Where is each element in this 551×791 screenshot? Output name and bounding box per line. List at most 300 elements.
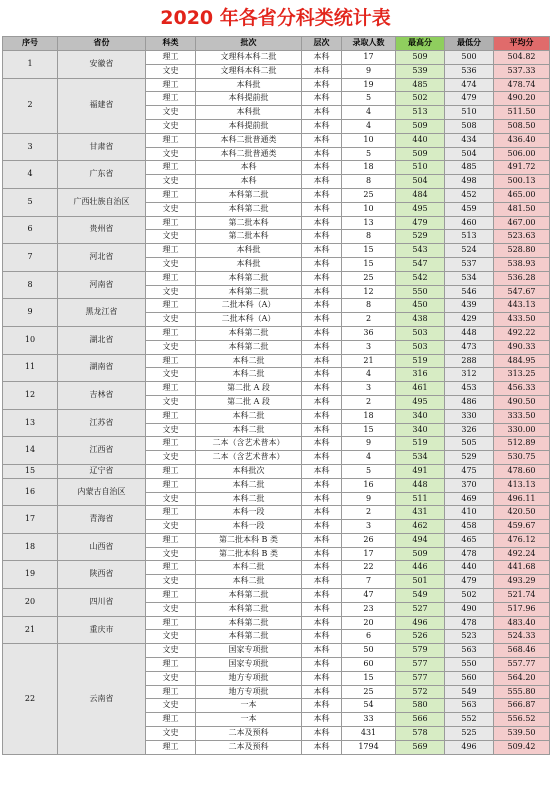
cell-avg: 433.50 — [494, 313, 550, 327]
cell-subject: 理工 — [146, 244, 196, 258]
cell-max: 440 — [396, 133, 445, 147]
cell-count: 6 — [342, 630, 396, 644]
cell-subject: 理工 — [146, 299, 196, 313]
cell-min: 458 — [445, 520, 494, 534]
cell-count: 54 — [342, 699, 396, 713]
cell-no: 21 — [3, 616, 58, 644]
cell-subject: 文史 — [146, 727, 196, 741]
cell-subject: 理工 — [146, 78, 196, 92]
cell-subject: 文史 — [146, 175, 196, 189]
cell-level: 本科 — [302, 244, 342, 258]
cell-no: 19 — [3, 561, 58, 589]
cell-min: 546 — [445, 285, 494, 299]
cell-level: 本科 — [302, 106, 342, 120]
cell-level: 本科 — [302, 492, 342, 506]
cell-batch: 本科第二批 — [196, 630, 302, 644]
cell-min: 478 — [445, 547, 494, 561]
cell-avg: 536.28 — [494, 271, 550, 285]
cell-level: 本科 — [302, 658, 342, 672]
cell-level: 本科 — [302, 161, 342, 175]
stats-table — [2, 36, 550, 755]
cell-count: 3 — [342, 520, 396, 534]
cell-max: 496 — [396, 616, 445, 630]
header-no: 序号 — [3, 37, 58, 51]
cell-max: 547 — [396, 257, 445, 271]
cell-batch: 一本 — [196, 699, 302, 713]
cell-batch: 本科第二批 — [196, 188, 302, 202]
cell-min: 370 — [445, 478, 494, 492]
cell-level: 本科 — [302, 671, 342, 685]
cell-avg: 500.13 — [494, 175, 550, 189]
cell-level: 本科 — [302, 382, 342, 396]
cell-count: 7 — [342, 575, 396, 589]
cell-max: 539 — [396, 64, 445, 78]
cell-avg: 517.96 — [494, 602, 550, 616]
cell-max: 509 — [396, 547, 445, 561]
cell-max: 340 — [396, 423, 445, 437]
cell-level: 本科 — [302, 326, 342, 340]
cell-batch: 第二批本科 B 类 — [196, 533, 302, 547]
cell-level: 本科 — [302, 685, 342, 699]
header-province: 省份 — [58, 37, 146, 51]
cell-subject: 文史 — [146, 575, 196, 589]
cell-no: 13 — [3, 409, 58, 437]
cell-min: 330 — [445, 409, 494, 423]
page-title: 2020 年各省分科类统计表 — [160, 7, 391, 29]
cell-min: 465 — [445, 533, 494, 547]
cell-avg: 555.80 — [494, 685, 550, 699]
cell-province: 河南省 — [58, 271, 146, 299]
cell-avg: 539.50 — [494, 727, 550, 741]
cell-max: 504 — [396, 175, 445, 189]
table-row — [3, 533, 550, 547]
cell-min: 500 — [445, 51, 494, 65]
cell-no: 20 — [3, 589, 58, 617]
cell-batch: 本科一段 — [196, 520, 302, 534]
cell-max: 577 — [396, 671, 445, 685]
header-max: 最高分 — [396, 37, 445, 51]
cell-count: 8 — [342, 230, 396, 244]
cell-subject: 理工 — [146, 561, 196, 575]
cell-subject: 文史 — [146, 147, 196, 161]
table-row — [3, 589, 550, 603]
cell-subject: 理工 — [146, 92, 196, 106]
cell-count: 4 — [342, 106, 396, 120]
cell-count: 23 — [342, 602, 396, 616]
cell-batch: 本科第二批 — [196, 326, 302, 340]
cell-batch: 本科第二批 — [196, 589, 302, 603]
cell-min: 288 — [445, 354, 494, 368]
cell-batch: 本科二批 — [196, 575, 302, 589]
cell-max: 316 — [396, 368, 445, 382]
cell-subject: 理工 — [146, 382, 196, 396]
cell-avg: 547.67 — [494, 285, 550, 299]
cell-max: 446 — [396, 561, 445, 575]
cell-batch: 本科二批 — [196, 354, 302, 368]
cell-max: 450 — [396, 299, 445, 313]
cell-level: 本科 — [302, 271, 342, 285]
table-row — [3, 78, 550, 92]
cell-no: 4 — [3, 161, 58, 189]
cell-max: 491 — [396, 464, 445, 478]
cell-avg: 459.67 — [494, 520, 550, 534]
cell-batch: 第二批 A 段 — [196, 382, 302, 396]
cell-count: 3 — [342, 340, 396, 354]
table-row — [3, 354, 550, 368]
cell-count: 8 — [342, 299, 396, 313]
cell-subject: 文史 — [146, 423, 196, 437]
cell-batch: 本科第二批 — [196, 285, 302, 299]
cell-avg: 436.40 — [494, 133, 550, 147]
cell-count: 25 — [342, 188, 396, 202]
cell-max: 513 — [396, 106, 445, 120]
cell-avg: 441.68 — [494, 561, 550, 575]
cell-level: 本科 — [302, 506, 342, 520]
cell-level: 本科 — [302, 740, 342, 754]
cell-subject: 文史 — [146, 644, 196, 658]
cell-min: 502 — [445, 589, 494, 603]
table-row — [3, 437, 550, 451]
cell-max: 549 — [396, 589, 445, 603]
cell-avg: 557.77 — [494, 658, 550, 672]
cell-min: 523 — [445, 630, 494, 644]
cell-count: 9 — [342, 437, 396, 451]
cell-min: 504 — [445, 147, 494, 161]
table-body — [3, 51, 550, 755]
cell-count: 15 — [342, 244, 396, 258]
cell-max: 527 — [396, 602, 445, 616]
cell-subject: 文史 — [146, 368, 196, 382]
cell-subject: 文史 — [146, 285, 196, 299]
cell-min: 479 — [445, 92, 494, 106]
cell-level: 本科 — [302, 354, 342, 368]
cell-batch: 本科提前批 — [196, 92, 302, 106]
cell-avg: 413.13 — [494, 478, 550, 492]
cell-max: 502 — [396, 92, 445, 106]
cell-level: 本科 — [302, 119, 342, 133]
cell-batch: 本科二批 — [196, 561, 302, 575]
cell-batch: 本科一段 — [196, 506, 302, 520]
cell-batch: 本科 — [196, 161, 302, 175]
cell-max: 495 — [396, 202, 445, 216]
cell-min: 550 — [445, 658, 494, 672]
cell-min: 473 — [445, 340, 494, 354]
cell-count: 4 — [342, 119, 396, 133]
cell-avg: 528.80 — [494, 244, 550, 258]
cell-no: 15 — [3, 464, 58, 478]
cell-level: 本科 — [302, 630, 342, 644]
cell-province: 山西省 — [58, 533, 146, 561]
cell-province: 贵州省 — [58, 216, 146, 244]
cell-min: 525 — [445, 727, 494, 741]
cell-max: 495 — [396, 395, 445, 409]
cell-level: 本科 — [302, 78, 342, 92]
cell-subject: 文史 — [146, 313, 196, 327]
cell-batch: 本科批 — [196, 106, 302, 120]
cell-no: 18 — [3, 533, 58, 561]
cell-avg: 512.89 — [494, 437, 550, 451]
cell-subject: 文史 — [146, 492, 196, 506]
cell-min: 479 — [445, 575, 494, 589]
cell-min: 475 — [445, 464, 494, 478]
cell-max: 550 — [396, 285, 445, 299]
cell-subject: 理工 — [146, 658, 196, 672]
cell-batch: 本科二批普通类 — [196, 133, 302, 147]
cell-level: 本科 — [302, 202, 342, 216]
cell-min: 485 — [445, 161, 494, 175]
table-row — [3, 51, 550, 65]
cell-subject: 文史 — [146, 340, 196, 354]
cell-count: 50 — [342, 644, 396, 658]
cell-avg: 524.33 — [494, 630, 550, 644]
cell-min: 505 — [445, 437, 494, 451]
cell-batch: 本科二批 — [196, 492, 302, 506]
cell-avg: 467.00 — [494, 216, 550, 230]
header-count: 录取人数 — [342, 37, 396, 51]
cell-batch: 第二批本科 B 类 — [196, 547, 302, 561]
header-level: 层次 — [302, 37, 342, 51]
cell-batch: 本科 — [196, 175, 302, 189]
header-min: 最低分 — [445, 37, 494, 51]
cell-avg: 492.24 — [494, 547, 550, 561]
cell-avg: 511.50 — [494, 106, 550, 120]
cell-level: 本科 — [302, 464, 342, 478]
cell-count: 21 — [342, 354, 396, 368]
cell-max: 577 — [396, 658, 445, 672]
cell-level: 本科 — [302, 395, 342, 409]
cell-subject: 理工 — [146, 478, 196, 492]
cell-level: 本科 — [302, 437, 342, 451]
cell-province: 江西省 — [58, 437, 146, 465]
cell-level: 本科 — [302, 533, 342, 547]
cell-max: 484 — [396, 188, 445, 202]
cell-min: 563 — [445, 699, 494, 713]
cell-avg: 420.50 — [494, 506, 550, 520]
table-row — [3, 133, 550, 147]
cell-province: 重庆市 — [58, 616, 146, 644]
cell-level: 本科 — [302, 230, 342, 244]
cell-no: 9 — [3, 299, 58, 327]
header-row — [3, 37, 550, 51]
cell-subject: 文史 — [146, 230, 196, 244]
cell-level: 本科 — [302, 602, 342, 616]
table-row — [3, 506, 550, 520]
cell-batch: 地方专项批 — [196, 671, 302, 685]
cell-batch: 本科二批 — [196, 409, 302, 423]
cell-province: 湖南省 — [58, 354, 146, 382]
cell-level: 本科 — [302, 589, 342, 603]
cell-no: 17 — [3, 506, 58, 534]
cell-no: 22 — [3, 644, 58, 754]
cell-min: 524 — [445, 244, 494, 258]
cell-batch: 本科批次 — [196, 464, 302, 478]
cell-min: 486 — [445, 395, 494, 409]
cell-subject: 文史 — [146, 395, 196, 409]
cell-max: 509 — [396, 51, 445, 65]
cell-no: 14 — [3, 437, 58, 465]
cell-count: 4 — [342, 368, 396, 382]
cell-batch: 本科第二批 — [196, 602, 302, 616]
cell-no: 10 — [3, 326, 58, 354]
cell-avg: 481.50 — [494, 202, 550, 216]
cell-min: 434 — [445, 133, 494, 147]
cell-subject: 文史 — [146, 451, 196, 465]
table-row — [3, 616, 550, 630]
cell-max: 543 — [396, 244, 445, 258]
cell-min: 459 — [445, 202, 494, 216]
cell-min: 453 — [445, 382, 494, 396]
cell-max: 494 — [396, 533, 445, 547]
cell-avg: 506.00 — [494, 147, 550, 161]
cell-min: 496 — [445, 740, 494, 754]
cell-level: 本科 — [302, 478, 342, 492]
cell-level: 本科 — [302, 451, 342, 465]
cell-count: 22 — [342, 561, 396, 575]
cell-count: 3 — [342, 382, 396, 396]
cell-subject: 文史 — [146, 520, 196, 534]
cell-count: 15 — [342, 423, 396, 437]
cell-level: 本科 — [302, 699, 342, 713]
cell-min: 537 — [445, 257, 494, 271]
cell-count: 12 — [342, 285, 396, 299]
cell-batch: 二本（含艺术普本） — [196, 437, 302, 451]
cell-max: 572 — [396, 685, 445, 699]
cell-max: 461 — [396, 382, 445, 396]
cell-subject: 理工 — [146, 740, 196, 754]
cell-count: 17 — [342, 51, 396, 65]
cell-subject: 理工 — [146, 464, 196, 478]
cell-level: 本科 — [302, 133, 342, 147]
cell-no: 16 — [3, 478, 58, 506]
header-avg: 平均分 — [494, 37, 550, 51]
cell-level: 本科 — [302, 147, 342, 161]
cell-subject: 理工 — [146, 51, 196, 65]
cell-no: 6 — [3, 216, 58, 244]
cell-max: 438 — [396, 313, 445, 327]
cell-max: 580 — [396, 699, 445, 713]
cell-count: 20 — [342, 616, 396, 630]
cell-batch: 地方专项批 — [196, 685, 302, 699]
cell-avg: 333.50 — [494, 409, 550, 423]
table-row — [3, 188, 550, 202]
table-row — [3, 326, 550, 340]
cell-province: 甘肃省 — [58, 133, 146, 161]
cell-province: 河北省 — [58, 244, 146, 272]
cell-province: 广东省 — [58, 161, 146, 189]
cell-max: 569 — [396, 740, 445, 754]
cell-max: 566 — [396, 713, 445, 727]
cell-batch: 二本及预科 — [196, 740, 302, 754]
cell-subject: 文史 — [146, 547, 196, 561]
cell-batch: 二本（含艺术普本） — [196, 451, 302, 465]
cell-max: 509 — [396, 147, 445, 161]
cell-subject: 理工 — [146, 133, 196, 147]
cell-min: 563 — [445, 644, 494, 658]
cell-subject: 文史 — [146, 119, 196, 133]
table-row — [3, 244, 550, 258]
cell-level: 本科 — [302, 313, 342, 327]
cell-avg: 509.42 — [494, 740, 550, 754]
cell-count: 5 — [342, 147, 396, 161]
cell-min: 529 — [445, 451, 494, 465]
cell-batch: 本科二批普通类 — [196, 147, 302, 161]
cell-min: 460 — [445, 216, 494, 230]
cell-province: 内蒙古自治区 — [58, 478, 146, 506]
cell-min: 448 — [445, 326, 494, 340]
header-subject: 科类 — [146, 37, 196, 51]
cell-level: 本科 — [302, 188, 342, 202]
cell-no: 12 — [3, 382, 58, 410]
cell-count: 26 — [342, 533, 396, 547]
cell-max: 431 — [396, 506, 445, 520]
cell-count: 18 — [342, 409, 396, 423]
cell-level: 本科 — [302, 561, 342, 575]
cell-avg: 538.93 — [494, 257, 550, 271]
cell-count: 15 — [342, 257, 396, 271]
cell-max: 510 — [396, 161, 445, 175]
cell-min: 534 — [445, 271, 494, 285]
cell-count: 2 — [342, 313, 396, 327]
cell-avg: 478.60 — [494, 464, 550, 478]
cell-province: 辽宁省 — [58, 464, 146, 478]
cell-count: 17 — [342, 547, 396, 561]
cell-count: 47 — [342, 589, 396, 603]
cell-subject: 文史 — [146, 64, 196, 78]
cell-avg: 530.75 — [494, 451, 550, 465]
cell-avg: 490.33 — [494, 340, 550, 354]
cell-level: 本科 — [302, 175, 342, 189]
cell-avg: 493.29 — [494, 575, 550, 589]
cell-avg: 490.50 — [494, 395, 550, 409]
cell-province: 青海省 — [58, 506, 146, 534]
cell-min: 469 — [445, 492, 494, 506]
cell-subject: 文史 — [146, 257, 196, 271]
cell-max: 526 — [396, 630, 445, 644]
cell-count: 18 — [342, 161, 396, 175]
cell-min: 508 — [445, 119, 494, 133]
cell-max: 503 — [396, 340, 445, 354]
cell-avg: 564.20 — [494, 671, 550, 685]
table-row — [3, 382, 550, 396]
cell-count: 16 — [342, 478, 396, 492]
cell-province: 云南省 — [58, 644, 146, 754]
cell-batch: 文理科本科二批 — [196, 51, 302, 65]
cell-max: 542 — [396, 271, 445, 285]
cell-avg: 521.74 — [494, 589, 550, 603]
cell-level: 本科 — [302, 51, 342, 65]
table-row — [3, 161, 550, 175]
cell-max: 485 — [396, 78, 445, 92]
cell-no: 2 — [3, 78, 58, 133]
cell-level: 本科 — [302, 727, 342, 741]
cell-batch: 本科第二批 — [196, 616, 302, 630]
cell-count: 1794 — [342, 740, 396, 754]
cell-min: 312 — [445, 368, 494, 382]
cell-count: 10 — [342, 202, 396, 216]
cell-max: 578 — [396, 727, 445, 741]
cell-batch: 本科提前批 — [196, 119, 302, 133]
table-row — [3, 299, 550, 313]
cell-min: 440 — [445, 561, 494, 575]
cell-subject: 文史 — [146, 699, 196, 713]
cell-batch: 本科二批 — [196, 423, 302, 437]
cell-avg: 496.11 — [494, 492, 550, 506]
cell-batch: 国家专项批 — [196, 644, 302, 658]
cell-level: 本科 — [302, 285, 342, 299]
cell-avg: 504.82 — [494, 51, 550, 65]
cell-avg: 490.20 — [494, 92, 550, 106]
cell-max: 534 — [396, 451, 445, 465]
